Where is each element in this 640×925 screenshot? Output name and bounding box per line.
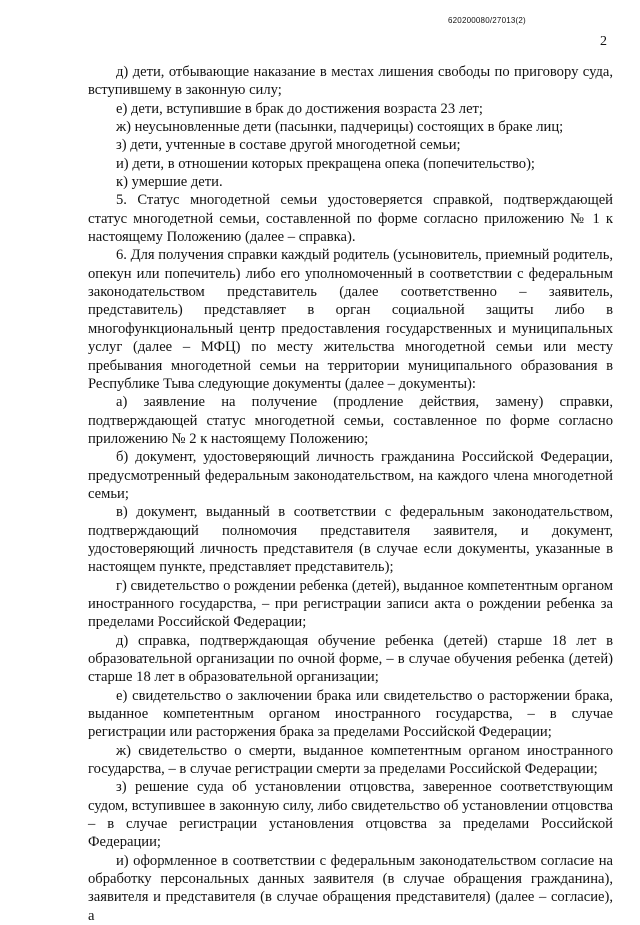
- document-item-zh-death-certificate: ж) свидетельство о смерти, выданное компетентным органом иностранного государства, – в случае регистрации смерти за пределами Российской Федерации;: [88, 742, 613, 778]
- document-id: 620200080/27013(2): [448, 16, 526, 25]
- document-item-z-paternity: з) решение суда об установлении отцовства, заверенное соответствующим судом, вступившее в законную силу, либо свидетельство об установлении отцовства – в случае регистрации установления отцовства за пределами Российской Федерации;: [88, 779, 613, 851]
- page-number: 2: [600, 34, 607, 49]
- document-item-g-birth-certificate: г) свидетельство о рождении ребенка (детей), выданное компетентным органом иностранного государства, – при регистрации записи акта о рождении ребенка за пределами Российской Федерации;: [88, 577, 613, 631]
- list-item-d-children-imprisoned: д) дети, отбывающие наказание в местах лишения свободы по приговору суда, вступившему в законную силу;: [88, 64, 613, 99]
- clause-6-documents: 6. Для получения справки каждый родитель (усыновитель, приемный родитель, опекун или попечитель) либо его уполномоченный в соответствии с федеральным законодательством представитель (далее соответственно – заявитель, представитель) представляет в орган социальной защиты либо в многофункциональный центр предоставления государственных и муниципальных услуг (далее – МФЦ) по месту жительства многодетной семьи или месту пребывания многодетной семьи на территории муниципального образования в Республике Тыва следующие документы (далее – документы):: [88, 247, 613, 392]
- document-item-e-marriage-certificate: е) свидетельство о заключении брака или свидетельство о расторжении брака, выданное компетентным органом иностранного государства, – в случае регистрации или расторжения брака за пределами Российской Федерации;: [88, 687, 613, 741]
- document-item-i-data-consent: и) оформленное в соответствии с федеральным законодательством согласие на обработку персональных данных заявителя (в случае обращения гражданина), заявителя и представителя (в случае обращения представителя) (далее – согласие), а: [88, 852, 613, 924]
- document-item-v-authority: в) документ, выданный в соответствии с федеральным законодательством, подтверждающий полномочия представителя заявителя, и документ, удостоверяющий личность представителя (в случае если документы, указанные в настоящем пункте, представляет представитель);: [88, 504, 613, 576]
- document-item-a-application: а) заявление на получение (продление действия, замену) справки, подтверждающей статус многодетной семьи, составленное по форме согласно приложению № 2 к настоящему Положению;: [88, 394, 613, 447]
- list-item-z-other-family: з) дети, учтенные в составе другой многодетной семьи;: [116, 137, 461, 154]
- document-body: [88, 63, 613, 925]
- list-item-k-deceased: к) умершие дети.: [116, 174, 223, 191]
- document-item-d-education-certificate: д) справка, подтверждающая обучение ребенка (детей) старше 18 лет в образовательной организации по очной форме, – в случае обучения ребенка (детей) старше 18 лет в образовательной организации;: [88, 632, 613, 686]
- list-item-e-children-married: е) дети, вступившие в брак до достижения возраста 23 лет;: [116, 100, 483, 117]
- list-item-i-guardianship-ended: и) дети, в отношении которых прекращена опека (попечительство);: [116, 155, 535, 172]
- list-item-zh-stepchildren: ж) неусыновленные дети (пасынки, падчерицы) состоящих в браке лиц;: [116, 119, 564, 136]
- document-item-b-identity: б) документ, удостоверяющий личность гражданина Российской Федерации, предусмотренный федеральным законодательством, на каждого члена многодетной семьи;: [88, 449, 613, 502]
- clause-5-status-certificate: 5. Статус многодетной семьи удостоверяется справкой, подтверждающей статус многодетной семьи, составленной по форме согласно приложению № 1 к настоящему Положению (далее – справка).: [88, 192, 613, 246]
